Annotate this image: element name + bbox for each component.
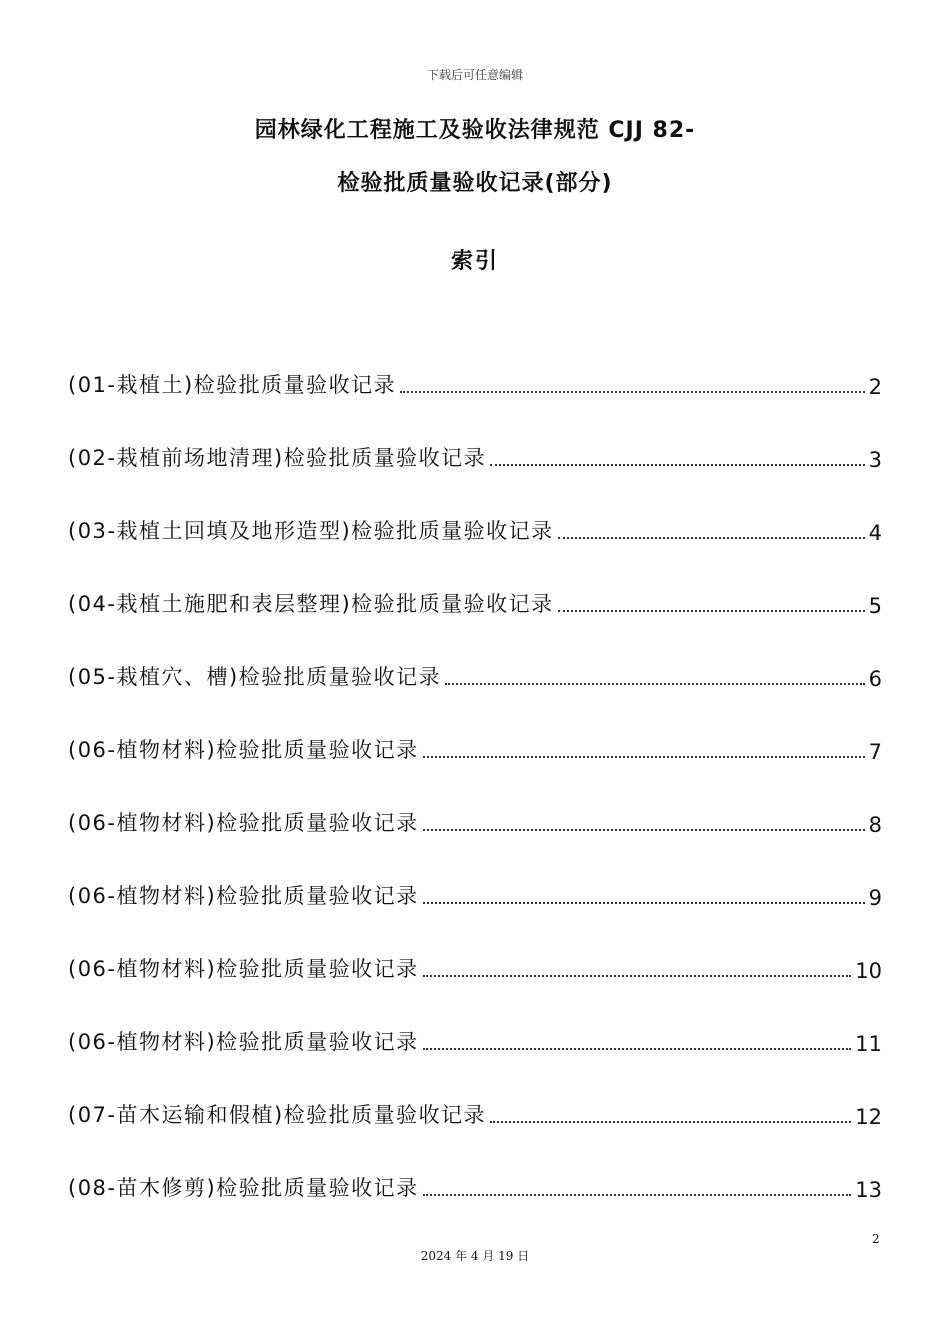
toc-leader-dots: [490, 464, 864, 466]
toc-entry-label: (05-栽植穴、槽)检验批质量验收记录: [68, 665, 442, 689]
toc-leader-dots: [558, 610, 865, 612]
toc-entry[interactable]: [68, 545, 882, 618]
toc-entry-page: 8: [868, 813, 882, 837]
toc-entry-label: (02-栽植前场地清理)检验批质量验收记录: [68, 446, 487, 470]
toc-entry[interactable]: [68, 618, 882, 691]
toc-entry-label: (06-植物材料)检验批质量验收记录: [68, 957, 419, 981]
toc-leader-dots: [423, 829, 865, 831]
document-title-line2: 检验批质量验收记录(部分): [337, 171, 613, 196]
toc-leader-dots: [423, 902, 865, 904]
toc-entry-page: 6: [868, 667, 882, 691]
toc-leader-dots: [423, 1048, 852, 1050]
toc-entry-label: (06-植物材料)检验批质量验收记录: [68, 884, 419, 908]
toc-entry-page: 7: [868, 740, 882, 764]
toc-entry-label: (06-植物材料)检验批质量验收记录: [68, 1030, 419, 1054]
toc-entry-page: 2: [868, 375, 882, 399]
toc-entry-label: (07-苗木运输和假植)检验批质量验收记录: [68, 1103, 487, 1127]
toc-entry[interactable]: [68, 472, 882, 545]
toc-leader-dots: [423, 756, 865, 758]
toc-entry[interactable]: [68, 983, 882, 1056]
toc-entry-page: 4: [868, 521, 882, 545]
toc-entry-label: (08-苗木修剪)检验批质量验收记录: [68, 1176, 419, 1200]
toc-entry-label: (04-栽植土施肥和表层整理)检验批质量验收记录: [68, 592, 554, 616]
toc-leader-dots: [558, 537, 865, 539]
toc-entry-page: 3: [868, 448, 882, 472]
toc-entry[interactable]: [68, 764, 882, 837]
page-number: 2: [872, 1232, 880, 1246]
toc-entry[interactable]: [68, 1129, 882, 1202]
header-note: 下载后可任意编辑: [426, 68, 523, 82]
toc-entry[interactable]: [68, 691, 882, 764]
toc-entry[interactable]: [68, 326, 882, 399]
toc-entry-page: 10: [855, 959, 882, 983]
toc-entry-page: 9: [868, 886, 882, 910]
toc-entry[interactable]: [68, 1056, 882, 1129]
toc-entry-label: (01-栽植土)检验批质量验收记录: [68, 373, 397, 397]
toc-entry[interactable]: [68, 910, 882, 983]
table-of-contents: [68, 326, 882, 1202]
toc-entry-page: 12: [855, 1105, 882, 1129]
toc-entry[interactable]: [68, 399, 882, 472]
toc-leader-dots: [423, 975, 852, 977]
index-heading: 索引: [450, 249, 499, 274]
toc-leader-dots: [423, 1194, 852, 1196]
toc-entry-page: 5: [868, 594, 882, 618]
toc-leader-dots: [445, 683, 864, 685]
footer-date: 2024 年 4 月 19 日: [420, 1249, 530, 1263]
toc-entry-page: 11: [855, 1032, 882, 1056]
toc-leader-dots: [490, 1121, 851, 1123]
document-title-line1: 园林绿化工程施工及验收法律规范 CJJ 82-: [254, 118, 696, 143]
toc-entry-label: (06-植物材料)检验批质量验收记录: [68, 738, 419, 762]
toc-entry-page: 13: [855, 1178, 882, 1202]
toc-entry[interactable]: [68, 837, 882, 910]
toc-entry-label: (06-植物材料)检验批质量验收记录: [68, 811, 419, 835]
toc-entry-label: (03-栽植土回填及地形造型)检验批质量验收记录: [68, 519, 554, 543]
toc-leader-dots: [400, 391, 864, 393]
